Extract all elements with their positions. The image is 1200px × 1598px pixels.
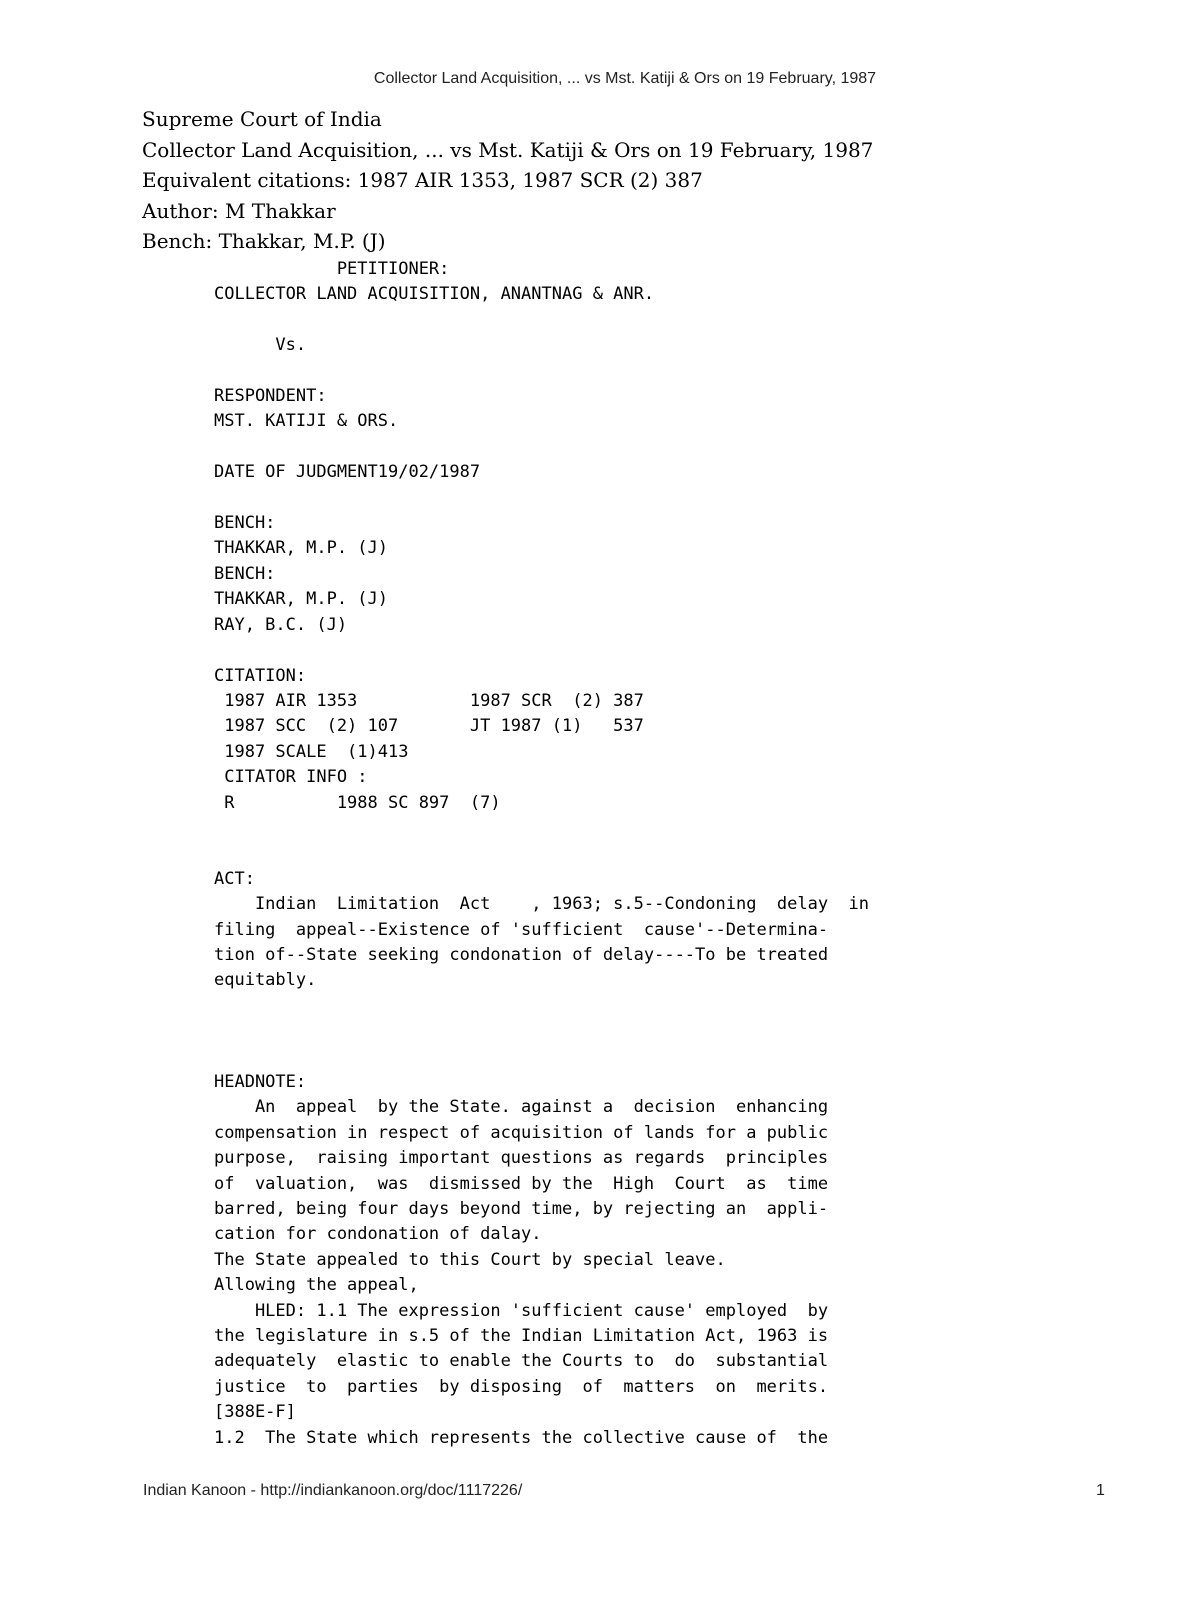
judgment-body [214,257,1134,1451]
page-number: 1 [1096,1482,1105,1499]
body-line: filing appeal--Existence of 'sufficient cause'--Determina- [214,919,829,940]
court-name: Supreme Court of India [142,107,382,131]
footer-source-url: Indian Kanoon - http://indiankanoon.org/doc/1117226/ [143,1482,523,1499]
body-line: HEADNOTE: [214,1072,307,1092]
author: Author: M Thakkar [142,198,336,223]
body-line: Indian Limitation Act , 1963; s.5--Condoning delay in [214,894,870,915]
body-line: 1987 AIR 1353 1987 SCR (2) 387 [214,690,644,711]
case-title: Collector Land Acquisition, ... vs Mst. Katiji & Ors on 19 February, 1987 [142,137,874,162]
body-line: of valuation, was dismissed by the High Court as time [214,1173,829,1194]
body-line: HLED: 1.1 The expression 'sufficient cause' employed by [214,1300,829,1321]
body-line: PETITIONER: [214,259,450,279]
body-line: tion of--State seeking condonation of delay----To be treated [214,944,829,965]
equivalent-citations: Equivalent citations: 1987 AIR 1353, 1987 SCR (2) 387 [142,168,703,193]
body-line: CITATOR INFO : [214,767,368,788]
body-line: COLLECTOR LAND ACQUISITION, ANANTNAG & ANR. [214,284,655,305]
body-line: RESPONDENT: [214,386,327,407]
body-line: the legislature in s.5 of the Indian Limitation Act, 1963 is [214,1326,829,1347]
body-line: MST. KATIJI & ORS. [214,411,399,432]
body-line: barred, being four days beyond time, by rejecting an appli- [214,1199,829,1220]
bench: Bench: Thakkar, M.P. (J) [142,229,386,254]
running-header: Collector Land Acquisition, ... vs Mst. Katiji & Ors on 19 February, 1987 [373,70,877,87]
body-line: [388E-F] [214,1402,296,1423]
body-line: RAY, B.C. (J) [214,614,348,635]
body-line: ACT: [214,868,255,889]
body-line: compensation in respect of acquisition of lands for a public [214,1122,829,1143]
body-line: The State appealed to this Court by special leave. [214,1249,726,1270]
body-line: BENCH: [214,513,276,534]
body-line: R 1988 SC 897 (7) [214,792,501,813]
body-line: BENCH: [214,563,276,584]
body-line: justice to parties by disposing of matters on merits. [214,1376,829,1397]
body-line: cation for condonation of dalay. [214,1224,542,1245]
body-line: CITATION: [214,665,307,686]
body-line: equitably. [214,970,317,991]
body-line: DATE OF JUDGMENT19/02/1987 [214,462,481,483]
body-line: Vs. [214,335,307,356]
body-line: THAKKAR, M.P. (J) [214,538,388,559]
body-line: 1987 SCALE (1)413 [214,741,409,762]
body-line: An appeal by the State. against a decision enhancing [214,1097,829,1118]
body-line: purpose, raising important questions as regards principles [214,1148,829,1169]
body-line: Allowing the appeal, [214,1275,419,1296]
body-line: adequately elastic to enable the Courts to do substantial [214,1351,829,1372]
body-line: THAKKAR, M.P. (J) [214,589,388,610]
document-metadata [142,104,1042,257]
body-line: 1987 SCC (2) 107 JT 1987 (1) 537 [214,716,644,737]
body-line: 1.2 The State which represents the collective cause of the [214,1427,829,1448]
